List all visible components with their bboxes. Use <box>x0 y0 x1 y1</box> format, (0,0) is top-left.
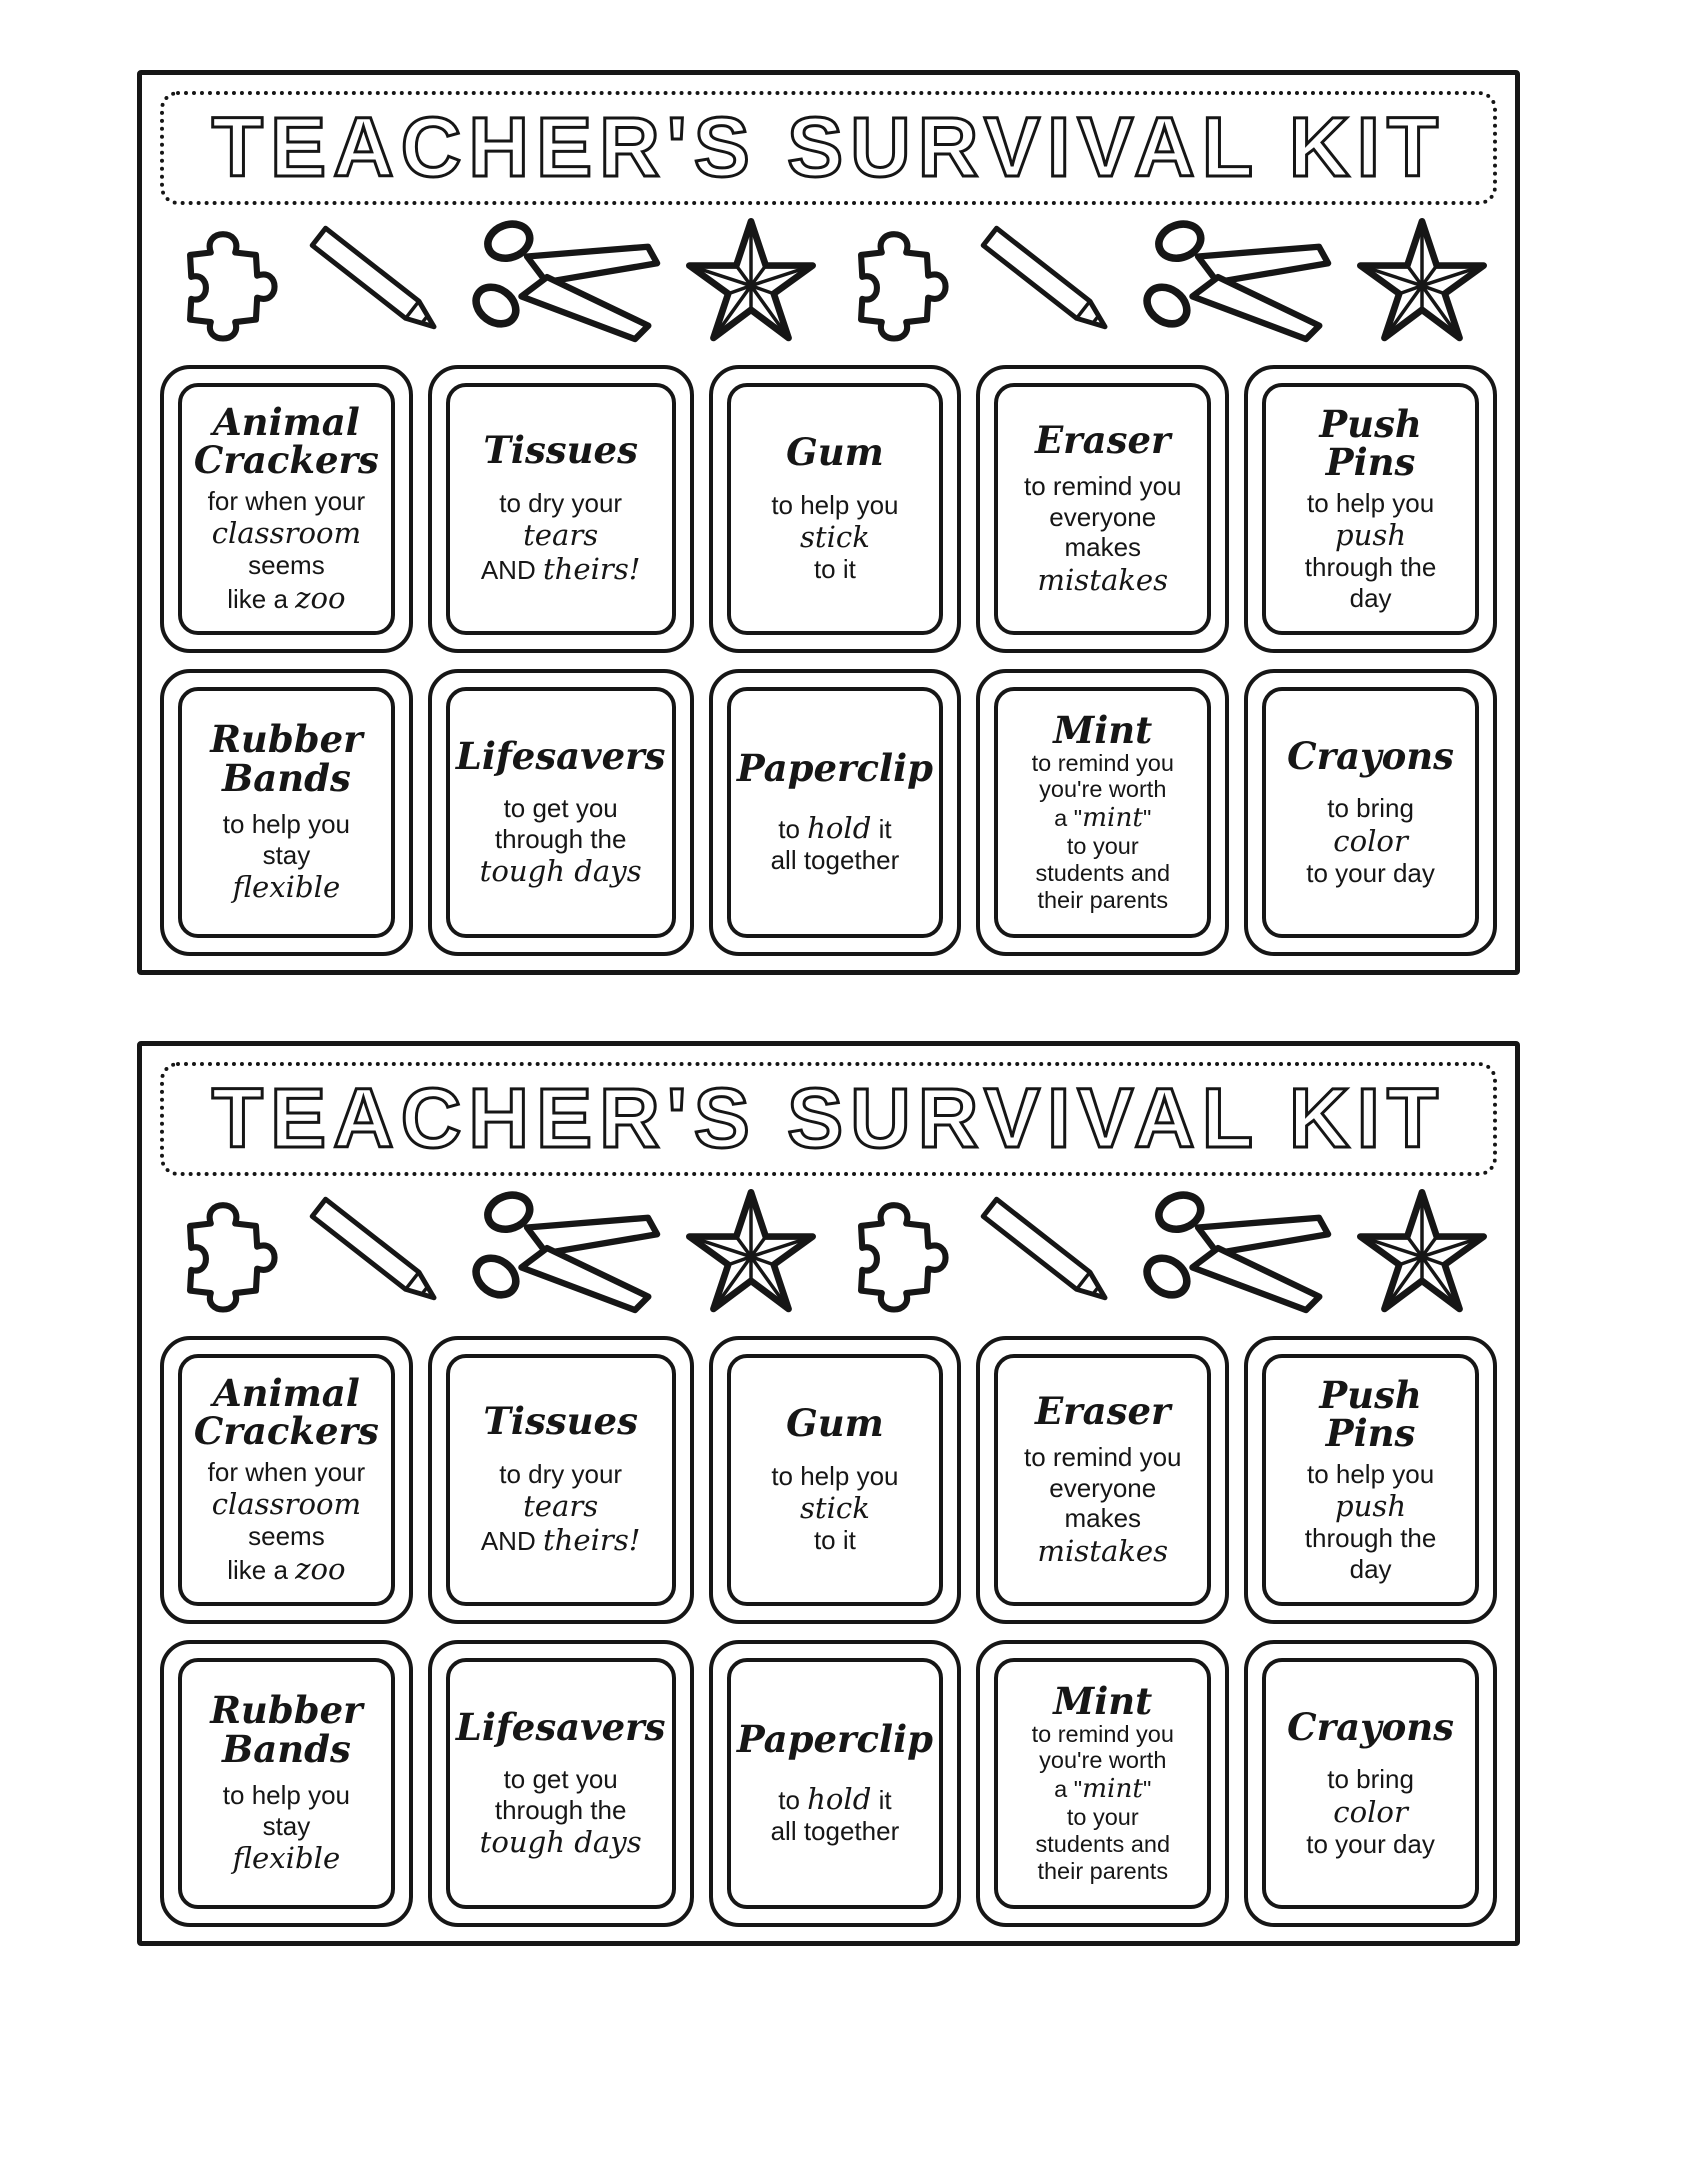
card-body-line <box>208 1457 366 1487</box>
scissors-icon <box>465 1178 677 1330</box>
card-body-line <box>1024 471 1182 501</box>
card-inner <box>1262 1354 1479 1605</box>
card-body-line <box>480 854 642 888</box>
card-body-line <box>481 1523 641 1557</box>
card-body-line <box>771 554 898 584</box>
emphasized-word: push <box>1335 1489 1407 1524</box>
emphasized-word: classroom <box>211 1487 362 1522</box>
card-body-line <box>1024 1503 1182 1533</box>
emphasized-word: tears <box>523 518 599 553</box>
card-animal-crackers <box>160 1336 413 1623</box>
card-title-line: Eraser <box>1034 418 1171 463</box>
plain-text: to remind you <box>1023 1442 1182 1473</box>
card-title <box>193 399 379 483</box>
plain-text: their parents <box>1037 886 1169 913</box>
card-title-line: Mint <box>1053 708 1153 753</box>
plain-text: to get you <box>503 793 618 824</box>
plain-text: to dry your <box>499 1458 623 1489</box>
card-body-line <box>1306 1829 1435 1859</box>
star-icon <box>684 1187 818 1321</box>
card-body-line <box>208 516 366 550</box>
emphasized-word: tough days <box>479 1824 642 1859</box>
plain-text: to help you <box>222 809 351 840</box>
emphasized-word: mint <box>1082 803 1143 834</box>
card-title <box>1053 1679 1153 1724</box>
plain-text: for when your <box>207 485 366 516</box>
puzzle-icon <box>162 222 284 344</box>
plain-text: AND <box>480 555 543 586</box>
card-body-line <box>223 1841 350 1875</box>
card-body <box>1024 471 1182 596</box>
plain-text: through the <box>494 823 627 854</box>
card-title-line: Crayons <box>1287 733 1454 778</box>
card-title <box>455 733 666 778</box>
card-inner <box>178 1354 395 1605</box>
plain-text: to <box>778 814 808 845</box>
card-body-line <box>1032 1721 1174 1748</box>
card-title-line: Tissues <box>483 428 638 473</box>
cards-grid <box>160 1336 1497 1927</box>
panel-title-box <box>160 1062 1497 1176</box>
emphasized-word: hold <box>807 1782 872 1817</box>
card-body-line <box>1305 583 1437 613</box>
plain-text: all together <box>770 845 900 876</box>
card-tissues <box>428 1336 694 1623</box>
plain-text: to <box>778 1785 808 1816</box>
star-icon <box>684 216 818 350</box>
card-body-line <box>208 550 366 580</box>
card-body <box>1305 488 1437 613</box>
plain-text: through the <box>1304 1523 1437 1554</box>
plain-text: day <box>1349 582 1392 613</box>
plain-text: it <box>871 814 892 845</box>
emphasized-word: flexible <box>232 870 341 905</box>
card-inner <box>727 1658 944 1909</box>
emphasized-word: zoo <box>295 1551 346 1586</box>
card-body-line <box>1032 750 1174 777</box>
card-body <box>208 486 366 615</box>
card-gum <box>709 365 962 652</box>
card-body-line <box>771 811 900 845</box>
card-mint <box>976 1640 1229 1927</box>
card-inner <box>178 687 395 938</box>
card-title <box>1034 1389 1171 1434</box>
plain-text: to bring <box>1327 1764 1414 1795</box>
card-inner <box>994 1658 1211 1909</box>
card-body-line <box>1024 502 1182 532</box>
card-body-line <box>480 793 642 823</box>
card-title-line: Crackers <box>193 438 379 483</box>
card-paperclip <box>709 669 962 956</box>
card-body <box>1032 1721 1174 1885</box>
plain-text: to your day <box>1306 1828 1435 1859</box>
card-title-line: Tissues <box>483 1399 638 1444</box>
card-body-line <box>1306 1795 1435 1829</box>
survival-kit-panel <box>137 1041 1520 1946</box>
card-body-line <box>208 1487 366 1521</box>
card-body-line <box>1306 793 1435 823</box>
card-body <box>223 809 350 904</box>
card-body <box>1306 793 1435 888</box>
scissors-icon <box>1136 207 1348 359</box>
card-body-line <box>480 1764 642 1794</box>
card-title <box>1287 1704 1454 1749</box>
emphasized-word: classroom <box>211 516 362 551</box>
emphasized-word: stick <box>799 520 870 555</box>
card-title <box>786 1401 884 1446</box>
plain-text: seems <box>248 550 325 581</box>
plain-text: to get you <box>503 1764 618 1795</box>
card-body-line <box>771 1816 900 1846</box>
plain-text: everyone <box>1049 501 1157 532</box>
panel-title-box <box>160 91 1497 205</box>
card-inner <box>994 687 1211 938</box>
card-body-line <box>1305 488 1437 518</box>
plain-text: a " <box>1054 805 1083 832</box>
plain-text: to remind you <box>1031 1720 1174 1747</box>
card-body <box>771 1461 898 1556</box>
card-body-line <box>1305 1523 1437 1553</box>
plain-text: to help you <box>1306 487 1435 518</box>
puzzle-icon <box>833 1193 955 1315</box>
emphasized-word: color <box>1333 1794 1408 1829</box>
cards-grid <box>160 365 1497 956</box>
plain-text: seems <box>248 1521 325 1552</box>
emphasized-word: mint <box>1082 1774 1143 1805</box>
scissors-icon <box>1136 1178 1348 1330</box>
card-inner <box>727 1354 944 1605</box>
card-body-line <box>481 488 641 518</box>
card-inner <box>178 383 395 634</box>
card-body <box>1024 1442 1182 1567</box>
pencil-icon <box>306 221 451 345</box>
card-title <box>210 717 363 800</box>
pencil-icon <box>977 221 1122 345</box>
plain-text: stay <box>262 839 311 870</box>
plain-text: AND <box>480 1526 543 1557</box>
card-body-line <box>480 824 642 854</box>
card-body-line <box>1024 532 1182 562</box>
card-body-line <box>223 870 350 904</box>
card-body-line <box>481 1489 641 1523</box>
card-title <box>1287 733 1454 778</box>
card-inner <box>727 687 944 938</box>
card-body-line <box>481 552 641 586</box>
card-mint <box>976 669 1229 956</box>
card-inner <box>1262 1658 1479 1909</box>
card-inner <box>727 383 944 634</box>
card-animal-crackers <box>160 365 413 652</box>
card-body-line <box>1306 824 1435 858</box>
card-title-line: Lifesavers <box>455 733 666 778</box>
card-title <box>483 1399 638 1444</box>
card-body <box>771 811 900 875</box>
emphasized-word: stick <box>799 1491 870 1526</box>
card-eraser <box>976 365 1229 652</box>
plain-text: makes <box>1064 532 1142 563</box>
plain-text: day <box>1349 1553 1392 1584</box>
card-paperclip <box>709 1640 962 1927</box>
plain-text: to help you <box>771 1460 899 1491</box>
card-body-line <box>1032 887 1174 914</box>
card-body-line <box>480 1795 642 1825</box>
plain-text: to it <box>813 1525 856 1556</box>
plain-text: a " <box>1054 1776 1083 1803</box>
emphasized-word: tears <box>523 1489 599 1524</box>
card-title-line: Bands <box>221 1726 351 1771</box>
card-title-line: Pins <box>1325 1411 1416 1456</box>
survival-kit-panel <box>137 70 1520 975</box>
card-title-line: Gum <box>786 1401 884 1446</box>
card-title-line: Rubber <box>210 1688 363 1733</box>
card-body-line <box>771 490 898 520</box>
card-title <box>1053 708 1153 753</box>
card-title-line: Animal <box>212 1370 360 1415</box>
plain-text: makes <box>1064 1503 1142 1534</box>
card-body-line <box>1024 1442 1182 1472</box>
card-gum <box>709 1336 962 1623</box>
plain-text: to help you <box>222 1780 351 1811</box>
card-body <box>481 1459 641 1558</box>
plain-text: to your <box>1066 833 1139 860</box>
card-body-line <box>1032 1804 1174 1831</box>
card-body-line <box>1032 860 1174 887</box>
card-title <box>736 745 934 790</box>
card-body-line <box>1032 1831 1174 1858</box>
card-inner <box>446 1354 676 1605</box>
card-body-line <box>1024 563 1182 597</box>
card-body <box>771 490 898 585</box>
card-body-line <box>1032 776 1174 803</box>
card-body <box>480 1764 642 1859</box>
puzzle-icon <box>162 1193 284 1315</box>
card-body-line <box>208 1521 366 1551</box>
card-title-line: Animal <box>212 399 360 444</box>
card-body-line <box>771 1782 900 1816</box>
card-body-line <box>1306 858 1435 888</box>
emphasized-word: zoo <box>295 580 346 615</box>
card-title-line: Paperclip <box>736 745 934 790</box>
card-body-line <box>481 1459 641 1489</box>
card-body-line <box>223 840 350 870</box>
card-title-line: Bands <box>221 755 351 800</box>
emphasized-word: tough days <box>479 853 642 888</box>
card-body <box>771 1782 900 1846</box>
card-title <box>786 430 884 475</box>
card-body-line <box>771 1525 898 1555</box>
card-body-line <box>481 518 641 552</box>
card-title-line: Push <box>1319 1372 1422 1417</box>
card-rubber-bands <box>160 1640 413 1927</box>
card-inner <box>446 383 676 634</box>
card-body-line <box>1305 518 1437 552</box>
plain-text: for when your <box>207 1456 366 1487</box>
plain-text: students and <box>1035 859 1171 886</box>
card-title-line: Rubber <box>210 717 363 762</box>
card-body-line <box>1032 1747 1174 1774</box>
card-title-line: Mint <box>1053 1679 1153 1724</box>
card-push-pins <box>1244 365 1497 652</box>
card-body-line <box>223 1811 350 1841</box>
card-title <box>193 1370 379 1454</box>
card-title <box>1319 401 1422 485</box>
card-title-line: Eraser <box>1034 1389 1171 1434</box>
plain-text: you're worth <box>1039 1747 1167 1774</box>
card-inner <box>1262 687 1479 938</box>
plain-text: you're worth <box>1039 776 1167 803</box>
icon-row <box>160 1176 1497 1330</box>
card-inner <box>994 1354 1211 1605</box>
icon-row <box>160 205 1497 359</box>
scissors-icon <box>465 207 677 359</box>
card-body-line <box>771 520 898 554</box>
emphasized-word: color <box>1333 823 1408 858</box>
puzzle-icon <box>833 222 955 344</box>
pencil-icon <box>306 1192 451 1316</box>
card-body-line <box>1305 1554 1437 1584</box>
emphasized-word: flexible <box>232 1841 341 1876</box>
card-push-pins <box>1244 1336 1497 1623</box>
star-icon <box>1355 1187 1489 1321</box>
panel-title: TEACHER'S SURVIVAL KIT <box>211 100 1446 194</box>
card-body-line <box>1032 833 1174 860</box>
emphasized-word: push <box>1335 518 1407 553</box>
card-body <box>223 1780 350 1875</box>
card-body-line <box>771 1461 898 1491</box>
emphasized-word: mistakes <box>1037 1533 1169 1568</box>
card-title-line: Lifesavers <box>455 1704 666 1749</box>
card-lifesavers <box>428 669 694 956</box>
card-title-line: Pins <box>1325 440 1416 485</box>
plain-text: to bring <box>1327 793 1414 824</box>
card-body-line <box>771 1491 898 1525</box>
card-title-line: Crayons <box>1287 1704 1454 1749</box>
card-title <box>736 1716 934 1761</box>
card-body-line <box>1032 1774 1174 1804</box>
card-tissues <box>428 365 694 652</box>
card-body <box>1305 1459 1437 1584</box>
plain-text: it <box>871 1785 892 1816</box>
card-body-line <box>208 1552 366 1586</box>
card-title <box>210 1688 363 1771</box>
emphasized-word: theirs! <box>542 1523 641 1558</box>
card-body-line <box>771 845 900 875</box>
card-body-line <box>223 1780 350 1810</box>
plain-text: students and <box>1035 1830 1171 1857</box>
card-body-line <box>1032 1858 1174 1885</box>
card-title <box>483 428 638 473</box>
plain-text: stay <box>262 1810 311 1841</box>
plain-text: their parents <box>1037 1857 1169 1884</box>
panel-title: TEACHER'S SURVIVAL KIT <box>211 1071 1446 1165</box>
card-body-line <box>1305 552 1437 582</box>
plain-text: through the <box>494 1794 627 1825</box>
plain-text: through the <box>1304 552 1437 583</box>
plain-text: to remind you <box>1023 471 1182 502</box>
card-body-line <box>208 486 366 516</box>
card-crayons <box>1244 669 1497 956</box>
card-body-line <box>480 1825 642 1859</box>
plain-text: to it <box>813 554 856 585</box>
plain-text: to remind you <box>1031 749 1174 776</box>
card-body-line <box>1024 1473 1182 1503</box>
card-title-line: Gum <box>786 430 884 475</box>
pencil-icon <box>977 1192 1122 1316</box>
card-body <box>208 1457 366 1586</box>
star-icon <box>1355 216 1489 350</box>
card-inner <box>446 687 676 938</box>
card-title <box>1034 418 1171 463</box>
card-body-line <box>1305 1459 1437 1489</box>
emphasized-word: theirs! <box>542 552 641 587</box>
plain-text: to help you <box>771 489 899 520</box>
card-body <box>1306 1764 1435 1859</box>
card-body <box>481 488 641 587</box>
plain-text: like a <box>227 583 296 614</box>
plain-text: to dry your <box>499 487 623 518</box>
card-eraser <box>976 1336 1229 1623</box>
plain-text: all together <box>770 1816 900 1847</box>
plain-text: " <box>1143 1776 1152 1803</box>
card-crayons <box>1244 1640 1497 1927</box>
card-inner <box>1262 383 1479 634</box>
card-title-line: Crackers <box>193 1409 379 1454</box>
card-body-line <box>208 581 366 615</box>
plain-text: to your <box>1066 1804 1139 1831</box>
plain-text: to your day <box>1306 857 1435 888</box>
card-title-line: Push <box>1319 401 1422 446</box>
card-body-line <box>223 809 350 839</box>
card-title <box>455 1704 666 1749</box>
card-body-line <box>1305 1489 1437 1523</box>
plain-text: like a <box>227 1554 296 1585</box>
card-body-line <box>1306 1764 1435 1794</box>
card-body-line <box>1032 803 1174 833</box>
card-inner <box>178 1658 395 1909</box>
card-title <box>1319 1372 1422 1456</box>
plain-text: to help you <box>1306 1458 1435 1489</box>
plain-text: " <box>1143 805 1152 832</box>
card-inner <box>994 383 1211 634</box>
plain-text: everyone <box>1049 1472 1157 1503</box>
emphasized-word: hold <box>807 811 872 846</box>
card-inner <box>446 1658 676 1909</box>
emphasized-word: mistakes <box>1037 562 1169 597</box>
card-body-line <box>1024 1534 1182 1568</box>
card-rubber-bands <box>160 669 413 956</box>
card-body <box>1032 750 1174 914</box>
card-lifesavers <box>428 1640 694 1927</box>
card-body <box>480 793 642 888</box>
card-title-line: Paperclip <box>736 1716 934 1761</box>
